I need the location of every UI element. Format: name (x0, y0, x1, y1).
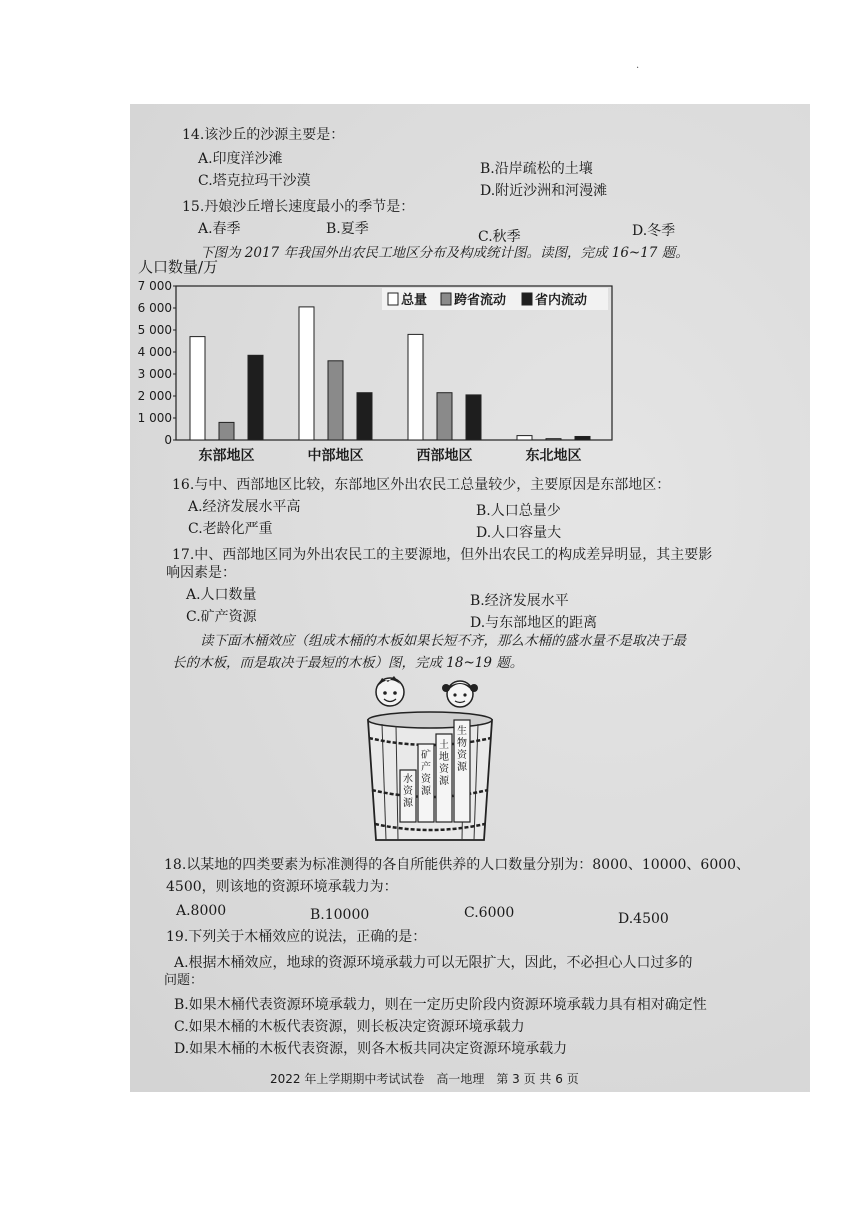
barrel-stave-label-char: 资 (457, 750, 467, 761)
bar-total (190, 337, 205, 440)
x-tick-label: 东部地区 (198, 448, 255, 464)
barrel-stave-label-char: 土 (439, 740, 449, 751)
barrel-stave-label-char: 资 (421, 774, 431, 785)
q19-option-c: C.如果木桶的木板代表资源，则长板决定资源环境承载力 (174, 1019, 525, 1035)
q19-option-a-line2: 问题： (164, 973, 204, 988)
q19-option-b: B.如果木桶代表资源环境承载力，则在一定历史阶段内资源环境承载力具有相对确定性 (174, 997, 707, 1013)
barrel-stave-label-char: 源 (421, 786, 431, 797)
barrel-stave-label-char: 物 (457, 738, 467, 749)
bar-interprovincial (219, 422, 234, 440)
q17-option-a: A.人口数量 (186, 587, 257, 603)
barrel-stave-label-char: 资 (403, 786, 413, 797)
page-top-mark: . (636, 60, 640, 71)
y-tick-label: 2 000 (137, 389, 172, 403)
bar-total (408, 334, 423, 440)
y-axis-label: 人口数量/万 (138, 258, 219, 276)
barrel-stave-label-char: 源 (439, 776, 449, 787)
x-tick-label: 东北地区 (525, 448, 582, 464)
barrel-stave-label-char: 源 (457, 762, 467, 773)
barrel-stave-label-char: 水 (403, 774, 413, 785)
q18-stem-line2: 4500，则该地的资源环境承载力为： (166, 879, 398, 895)
barrel-stave-label-char: 资 (439, 764, 449, 775)
barrel-stave-label-char: 矿 (421, 750, 431, 761)
q16-option-a: A.经济发展水平高 (188, 499, 301, 515)
bar-intraprovincial (248, 355, 263, 440)
bar-interprovincial (546, 439, 561, 440)
barrel-stave-label-char: 地 (439, 752, 449, 763)
q14-option-c: C.塔克拉玛干沙漠 (198, 173, 311, 189)
q16-stem: 16.与中、西部地区比较，东部地区外出农民工总量较少，主要原因是东部地区： (172, 477, 671, 493)
q17-stem-line2: 响因素是： (166, 565, 236, 581)
barrel-stave-label-char: 产 (421, 762, 431, 773)
q18-option-a: A.8000 (176, 903, 227, 919)
y-tick-label: 1 000 (137, 411, 172, 425)
q16-option-c: C.老龄化严重 (188, 521, 273, 537)
bar-total (517, 436, 532, 440)
q19-option-a-line1: A.根据木桶效应，地球的资源环境承载力可以无限扩大，因此，不必担心人口过多的 (174, 955, 693, 971)
q18-stem-line1: 18.以某地的四类要素为标准测得的各自所能供养的人口数量分别为：8000、10000、6000、 (164, 857, 751, 873)
bar-intraprovincial (575, 436, 590, 440)
q15-option-c: C.秋季 (478, 229, 521, 245)
barrel-stave-label-char: 源 (403, 798, 413, 809)
q15-option-a: A.春季 (198, 221, 241, 237)
y-tick-label: 7 000 (137, 279, 172, 293)
q15-stem: 15.丹娘沙丘增长速度最小的季节是： (182, 199, 415, 215)
bar-intraprovincial (357, 393, 372, 440)
wooden-barrel-illustration (360, 672, 500, 848)
barrel-intro-line1: 读下面木桶效应（组成木桶的木板如果长短不齐，那么木桶的盛水量不是取决于最 (200, 633, 686, 649)
q16-option-b: B.人口总量少 (476, 503, 561, 519)
legend-swatch (522, 293, 532, 305)
x-tick-label: 西部地区 (416, 448, 473, 464)
q14-option-a: A.印度洋沙滩 (198, 151, 283, 167)
q18-option-c: C.6000 (464, 905, 515, 921)
q17-stem-line1: 17.中、西部地区同为外出农民工的主要源地，但外出农民工的构成差异明显，其主要影 (172, 547, 713, 563)
q15-option-b: B.夏季 (326, 221, 369, 237)
legend-swatch (441, 293, 451, 305)
barrel-stave-label-char: 生 (457, 726, 467, 737)
chart-intro: 下图为 2017 年我国外出农民工地区分布及构成统计图。读图，完成 16~17 题。 (200, 245, 689, 261)
bar-interprovincial (328, 361, 343, 440)
bar-total (299, 307, 314, 440)
legend-label: 总量 (401, 293, 428, 308)
q17-option-d: D.与东部地区的距离 (470, 615, 598, 631)
y-tick-label: 4 000 (137, 345, 172, 359)
y-tick-label: 5 000 (137, 323, 172, 337)
q16-option-d: D.人口容量大 (476, 525, 562, 541)
legend-label: 跨省流动 (454, 293, 507, 308)
x-tick-label: 中部地区 (307, 448, 364, 464)
bar-interprovincial (437, 393, 452, 440)
migrant-worker-chart (130, 250, 630, 480)
legend-swatch (388, 293, 398, 305)
bar-intraprovincial (466, 395, 481, 440)
q14-option-b: B.沿岸疏松的土壤 (480, 161, 593, 177)
barrel-intro-line2: 长的木板，而是取决于最短的木板）图，完成 18~19 题。 (172, 655, 524, 671)
q18-option-b: B.10000 (310, 907, 370, 923)
legend-label: 省内流动 (535, 293, 588, 308)
q17-option-b: B.经济发展水平 (470, 593, 569, 609)
y-tick-label: 3 000 (137, 367, 172, 381)
q15-option-d: D.冬季 (632, 223, 676, 239)
page-footer: 2022 年上学期期中考试试卷 高一地理 第 3 页 共 6 页 (270, 1072, 579, 1086)
y-tick-label: 0 (164, 433, 172, 447)
q14-option-d: D.附近沙洲和河漫滩 (480, 183, 608, 199)
q18-option-d: D.4500 (618, 911, 669, 927)
q19-option-d: D.如果木桶的木板代表资源，则各木板共同决定资源环境承载力 (174, 1041, 568, 1057)
q17-option-c: C.矿产资源 (186, 609, 257, 625)
y-tick-label: 6 000 (137, 301, 172, 315)
q19-stem: 19.下列关于木桶效应的说法，正确的是： (166, 929, 427, 945)
q14-stem: 14.该沙丘的沙源主要是： (182, 127, 345, 143)
bar-chart-svg (130, 250, 630, 480)
